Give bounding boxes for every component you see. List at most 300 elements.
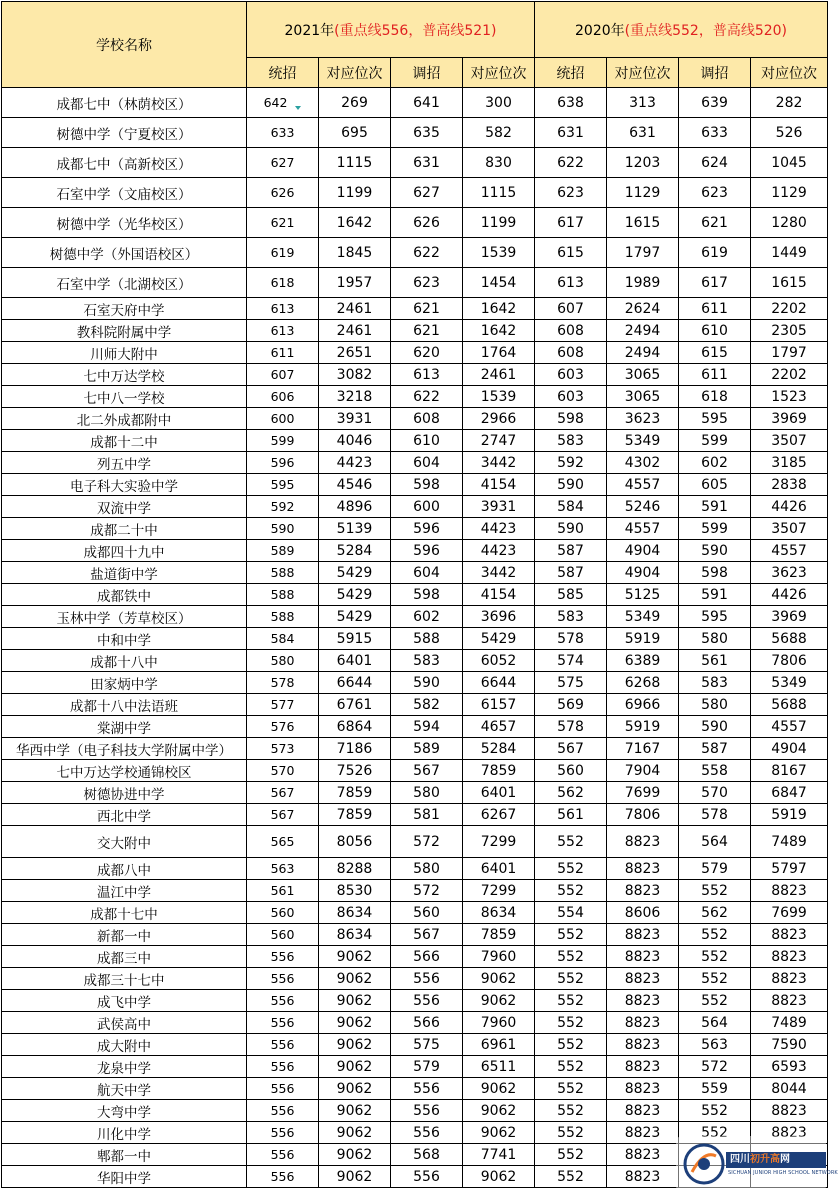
value-cell: 564: [679, 1012, 751, 1034]
table-row: [2, 968, 828, 990]
value-cell: 617: [535, 208, 607, 238]
table-row: [2, 1078, 828, 1100]
value-cell: 574: [535, 650, 607, 672]
value-cell: 618: [247, 268, 319, 298]
value-cell: 4557: [751, 540, 828, 562]
table-row: [2, 474, 828, 496]
school-name-cell: 田家炳中学: [2, 672, 247, 694]
value-cell: 595: [247, 474, 319, 496]
school-name-cell: 成大附中: [2, 1034, 247, 1056]
value-cell: 592: [247, 496, 319, 518]
value-cell: 8056: [319, 826, 391, 858]
value-cell: 8823: [607, 1078, 679, 1100]
school-name-cell: 树德中学（宁夏校区）: [2, 118, 247, 148]
value-cell: 626: [247, 178, 319, 208]
value-cell: 8530: [319, 880, 391, 902]
value-cell: 562: [679, 902, 751, 924]
value-cell: 618: [679, 386, 751, 408]
table-row: [2, 716, 828, 738]
value-cell: 4657: [463, 716, 535, 738]
value-cell: 8823: [607, 946, 679, 968]
value-cell: 556: [247, 1122, 319, 1144]
value-cell: 590: [247, 518, 319, 540]
value-cell: 8823: [607, 1166, 679, 1188]
value-cell: 623: [391, 268, 463, 298]
value-cell: 4423: [463, 518, 535, 540]
value-cell: 5246: [607, 496, 679, 518]
value-cell: 556: [247, 1012, 319, 1034]
table-row: [2, 88, 828, 118]
value-cell: 5429: [463, 628, 535, 650]
value-cell: 591: [679, 496, 751, 518]
value-cell: 558: [679, 760, 751, 782]
value-cell: 7299: [463, 826, 535, 858]
value-cell: 6644: [463, 672, 535, 694]
value-cell: 617: [679, 268, 751, 298]
value-cell: 7960: [463, 1012, 535, 1034]
value-cell: 556: [247, 1100, 319, 1122]
value-cell: 8823: [607, 880, 679, 902]
value-cell: 578: [679, 804, 751, 826]
school-name-cell: 石室天府中学: [2, 298, 247, 320]
value-cell: 1797: [607, 238, 679, 268]
school-name-cell: 石室中学（北湖校区）: [2, 268, 247, 298]
value-cell: 9062: [463, 1100, 535, 1122]
value-cell: 613: [247, 298, 319, 320]
value-cell: 9062: [319, 1012, 391, 1034]
value-cell: 7806: [607, 804, 679, 826]
school-name-cell: 双流中学: [2, 496, 247, 518]
school-name-cell: 温江中学: [2, 880, 247, 902]
school-name-cell: 成都七中（林荫校区）: [2, 88, 247, 118]
value-cell: 592: [535, 452, 607, 474]
value-cell: 641: [391, 88, 463, 118]
value-cell: 9062: [463, 968, 535, 990]
value-cell: 588: [247, 584, 319, 606]
table-row: [2, 924, 828, 946]
value-cell: 556: [391, 1122, 463, 1144]
value-cell: 602: [679, 452, 751, 474]
value-cell: 556: [391, 1166, 463, 1188]
column-header: 对应位次: [319, 58, 391, 88]
value-cell: 582: [463, 118, 535, 148]
school-name-cell: 七中八一学校: [2, 386, 247, 408]
value-cell: 590: [535, 474, 607, 496]
value-cell: 615: [535, 238, 607, 268]
value-cell: 1615: [751, 268, 828, 298]
value-cell: 613: [535, 268, 607, 298]
value-cell: 610: [391, 430, 463, 452]
value-cell: 552: [535, 1056, 607, 1078]
value-cell: 607: [247, 364, 319, 386]
value-cell: 6268: [607, 672, 679, 694]
value-cell: 5139: [319, 518, 391, 540]
value-cell: 1642: [463, 320, 535, 342]
value-cell: 556: [247, 968, 319, 990]
value-cell: 8823: [607, 1012, 679, 1034]
table-row: [2, 342, 828, 364]
value-cell: 5919: [607, 628, 679, 650]
value-cell: 564: [679, 826, 751, 858]
value-cell: 2966: [463, 408, 535, 430]
table-row: [2, 1100, 828, 1122]
value-cell: 602: [391, 606, 463, 628]
value-cell: 9062: [319, 968, 391, 990]
value-cell: 579: [391, 1056, 463, 1078]
value-cell: 7699: [607, 782, 679, 804]
value-cell: 1845: [319, 238, 391, 268]
value-cell: 5797: [751, 858, 828, 880]
value-cell: 282: [751, 88, 828, 118]
table-row: [2, 902, 828, 924]
value-cell: 7960: [463, 946, 535, 968]
value-cell: 552: [535, 880, 607, 902]
value-cell: 604: [391, 562, 463, 584]
value-cell: 2461: [319, 320, 391, 342]
value-cell: 7526: [319, 760, 391, 782]
value-cell: 635: [391, 118, 463, 148]
table-row: [2, 208, 828, 238]
value-cell: 587: [535, 562, 607, 584]
value-cell: 4904: [607, 562, 679, 584]
school-name-cell: 交大附中: [2, 826, 247, 858]
value-cell: 5349: [607, 606, 679, 628]
watermark-subtitle: SICHUAN JUNIOR HIGH SCHOOL NETWORK: [728, 1170, 838, 1176]
column-header: 对应位次: [751, 58, 828, 88]
value-cell: 556: [247, 1144, 319, 1166]
value-cell: 4423: [319, 452, 391, 474]
value-cell: 8823: [751, 880, 828, 902]
value-cell: 3623: [607, 408, 679, 430]
value-cell: 595: [679, 606, 751, 628]
value-cell: 7299: [463, 880, 535, 902]
value-cell: 526: [751, 118, 828, 148]
value-cell: 1449: [751, 238, 828, 268]
table-row: [2, 584, 828, 606]
value-cell: 588: [391, 628, 463, 650]
value-cell: 580: [679, 628, 751, 650]
value-cell: 9062: [319, 1034, 391, 1056]
value-cell: 608: [535, 342, 607, 364]
value-cell: 9062: [319, 1078, 391, 1100]
value-cell: 619: [247, 238, 319, 268]
value-cell: 4154: [463, 584, 535, 606]
value-cell: 1764: [463, 342, 535, 364]
value-cell: 561: [535, 804, 607, 826]
value-cell: 3969: [751, 606, 828, 628]
value-cell: 1203: [607, 148, 679, 178]
value-cell: 6157: [463, 694, 535, 716]
table-header: [2, 2, 828, 88]
column-header: 调招: [391, 58, 463, 88]
value-cell: 552: [679, 968, 751, 990]
value-cell: 587: [679, 738, 751, 760]
value-cell: 1454: [463, 268, 535, 298]
value-cell: 5284: [463, 738, 535, 760]
value-cell: 591: [679, 584, 751, 606]
value-cell: 1199: [463, 208, 535, 238]
table-row: [2, 364, 828, 386]
value-cell: 3969: [751, 408, 828, 430]
table-row: [2, 320, 828, 342]
value-cell: 611: [679, 364, 751, 386]
value-cell: 6401: [463, 782, 535, 804]
value-cell: 604: [391, 452, 463, 474]
school-name-cell: 北二外成都附中: [2, 408, 247, 430]
school-name-cell: 成都十八中: [2, 650, 247, 672]
value-cell: 1642: [463, 298, 535, 320]
value-cell: 1523: [751, 386, 828, 408]
school-name-cell: 教科院附属中学: [2, 320, 247, 342]
value-cell: 583: [391, 650, 463, 672]
table-row: [2, 386, 828, 408]
value-cell: 622: [391, 238, 463, 268]
value-cell: 624: [679, 148, 751, 178]
table-row: [2, 1122, 828, 1144]
table-row: [2, 1056, 828, 1078]
table-row: [2, 672, 828, 694]
value-cell: 581: [391, 804, 463, 826]
column-header: 对应位次: [607, 58, 679, 88]
value-cell: 2838: [751, 474, 828, 496]
value-cell: 631: [607, 118, 679, 148]
value-cell: 6847: [751, 782, 828, 804]
value-cell: 572: [679, 1056, 751, 1078]
school-name-cell: 成飞中学: [2, 990, 247, 1012]
value-cell: 552: [535, 990, 607, 1012]
table-row: [2, 562, 828, 584]
value-cell: 556: [247, 1034, 319, 1056]
value-cell: 9062: [319, 946, 391, 968]
school-name-cell: 华西中学（电子科技大学附属中学）: [2, 738, 247, 760]
value-cell: 608: [535, 320, 607, 342]
value-cell: 567: [247, 804, 319, 826]
value-cell: 633: [247, 118, 319, 148]
value-cell: 622: [391, 386, 463, 408]
value-cell: [751, 1166, 828, 1188]
table-row: [2, 1012, 828, 1034]
value-cell: 590: [391, 672, 463, 694]
school-name-cell: 成都二十中: [2, 518, 247, 540]
value-cell: 583: [535, 430, 607, 452]
value-cell: 6761: [319, 694, 391, 716]
value-cell: 552: [535, 858, 607, 880]
value-cell: 590: [679, 716, 751, 738]
value-cell: 6593: [751, 1056, 828, 1078]
value-text: 642: [263, 95, 288, 110]
school-name-cell: 树德中学（外国语校区）: [2, 238, 247, 268]
table-row: [2, 782, 828, 804]
value-cell: 580: [679, 694, 751, 716]
column-header: 统招: [535, 58, 607, 88]
value-cell: 552: [679, 880, 751, 902]
school-name-cell: 龙泉中学: [2, 1056, 247, 1078]
value-cell: 4557: [607, 518, 679, 540]
table-row: [2, 1144, 828, 1166]
value-cell: 563: [247, 858, 319, 880]
table-row: [2, 738, 828, 760]
value-cell: 8044: [751, 1078, 828, 1100]
value-cell: 572: [391, 880, 463, 902]
value-cell: 7167: [607, 738, 679, 760]
value-cell: 623: [535, 178, 607, 208]
value-cell: 2624: [607, 298, 679, 320]
value-cell: 587: [535, 540, 607, 562]
value-cell: 552: [679, 924, 751, 946]
value-cell: 588: [247, 606, 319, 628]
school-name-cell: 航天中学: [2, 1078, 247, 1100]
value-cell: 573: [247, 738, 319, 760]
value-cell: 4154: [463, 474, 535, 496]
value-cell: 4557: [607, 474, 679, 496]
table-row: [2, 694, 828, 716]
value-cell: 552: [535, 946, 607, 968]
value-cell: 563: [679, 1034, 751, 1056]
value-cell: 556: [391, 990, 463, 1012]
value-cell: 6401: [319, 650, 391, 672]
table-body: [2, 88, 838, 1188]
school-name-cell: 成都四十九中: [2, 540, 247, 562]
value-cell: 8823: [607, 1056, 679, 1078]
value-cell: 569: [535, 694, 607, 716]
value-cell: 1115: [463, 178, 535, 208]
value-cell: 8823: [607, 1034, 679, 1056]
value-cell: 575: [391, 1034, 463, 1056]
table-row: [2, 178, 828, 208]
value-cell: 8823: [751, 990, 828, 1012]
value-cell: 580: [247, 650, 319, 672]
value-cell: 5919: [607, 716, 679, 738]
school-name-cell: 成都十七中: [2, 902, 247, 924]
value-cell: 621: [247, 208, 319, 238]
school-name-cell: 棠湖中学: [2, 716, 247, 738]
value-cell: 562: [535, 782, 607, 804]
value-cell: 8634: [319, 924, 391, 946]
value-cell: 6052: [463, 650, 535, 672]
value-cell: 5429: [319, 606, 391, 628]
value-cell: 565: [247, 826, 319, 858]
value-cell: 552: [535, 1144, 607, 1166]
value-cell: 583: [535, 606, 607, 628]
value-cell: 2461: [463, 364, 535, 386]
value-cell: 570: [247, 760, 319, 782]
value-cell: 4302: [607, 452, 679, 474]
value-cell: 1045: [751, 148, 828, 178]
table-row: [2, 238, 828, 268]
value-cell: 6511: [463, 1056, 535, 1078]
table-row: [2, 650, 828, 672]
value-cell: 6401: [463, 858, 535, 880]
value-cell: 1642: [319, 208, 391, 238]
school-name-cell: 西北中学: [2, 804, 247, 826]
value-cell: 600: [391, 496, 463, 518]
value-cell: 8634: [463, 902, 535, 924]
value-cell: 572: [391, 826, 463, 858]
value-cell: 7186: [319, 738, 391, 760]
value-cell: 556: [247, 1166, 319, 1188]
value-cell: 8823: [607, 990, 679, 1012]
value-cell: 5284: [319, 540, 391, 562]
value-cell: 3442: [463, 452, 535, 474]
table-row: [2, 628, 828, 650]
table-row: [2, 408, 828, 430]
value-cell: 584: [247, 628, 319, 650]
table-row: [2, 804, 828, 826]
value-cell: 589: [391, 738, 463, 760]
value-cell: 3507: [751, 430, 828, 452]
value-cell: 4904: [751, 738, 828, 760]
value-cell: 4904: [607, 540, 679, 562]
value-cell: 5919: [751, 804, 828, 826]
value-cell: 639: [679, 88, 751, 118]
value-cell: 9062: [319, 1166, 391, 1188]
school-name-cell: 成都三中: [2, 946, 247, 968]
value-cell: 9062: [319, 1100, 391, 1122]
value-cell: 1989: [607, 268, 679, 298]
value-cell: 695: [319, 118, 391, 148]
value-cell: 7904: [607, 760, 679, 782]
value-cell: 577: [247, 694, 319, 716]
value-cell: 3065: [607, 364, 679, 386]
value-cell: 7489: [751, 826, 828, 858]
value-cell: 566: [391, 1012, 463, 1034]
value-cell: [679, 1166, 751, 1188]
year-2020-header: 2020年(重点线552，普高线520): [535, 2, 828, 58]
value-cell: 576: [247, 716, 319, 738]
value-cell: 552: [679, 1122, 751, 1144]
value-cell: 552: [535, 1078, 607, 1100]
value-cell: 3696: [463, 606, 535, 628]
value-cell: 567: [535, 738, 607, 760]
value-cell: 580: [391, 782, 463, 804]
value-cell: 556: [247, 946, 319, 968]
value-cell: 2461: [319, 298, 391, 320]
value-cell: 620: [391, 342, 463, 364]
value-cell: 595: [679, 408, 751, 430]
value-cell: 578: [535, 716, 607, 738]
table-row: [2, 826, 828, 858]
value-cell: 626: [391, 208, 463, 238]
value-cell: 2202: [751, 298, 828, 320]
value-cell: 605: [679, 474, 751, 496]
school-name-cell: 列五中学: [2, 452, 247, 474]
value-cell: 313: [607, 88, 679, 118]
value-cell: 3931: [463, 496, 535, 518]
school-name-cell: 成都七中（高新校区）: [2, 148, 247, 178]
school-name-cell: 七中万达学校通锦校区: [2, 760, 247, 782]
table-row: [2, 518, 828, 540]
value-cell: 8823: [607, 1100, 679, 1122]
school-name-cell: 成都八中: [2, 858, 247, 880]
school-name-cell: 新都一中: [2, 924, 247, 946]
value-cell: 579: [679, 858, 751, 880]
value-cell: 8823: [607, 858, 679, 880]
value-cell: 575: [535, 672, 607, 694]
value-cell: 611: [679, 298, 751, 320]
value-cell: [679, 1144, 751, 1166]
value-cell: 596: [391, 540, 463, 562]
value-cell: 599: [679, 518, 751, 540]
value-cell: 585: [535, 584, 607, 606]
value-cell: 583: [679, 672, 751, 694]
value-cell: 631: [535, 118, 607, 148]
value-cell: 4546: [319, 474, 391, 496]
school-name-cell: 郫都一中: [2, 1144, 247, 1166]
value-cell: 556: [247, 990, 319, 1012]
value-cell: [751, 1144, 828, 1166]
table-row: [2, 760, 828, 782]
school-name-header: 学校名称: [2, 2, 247, 88]
